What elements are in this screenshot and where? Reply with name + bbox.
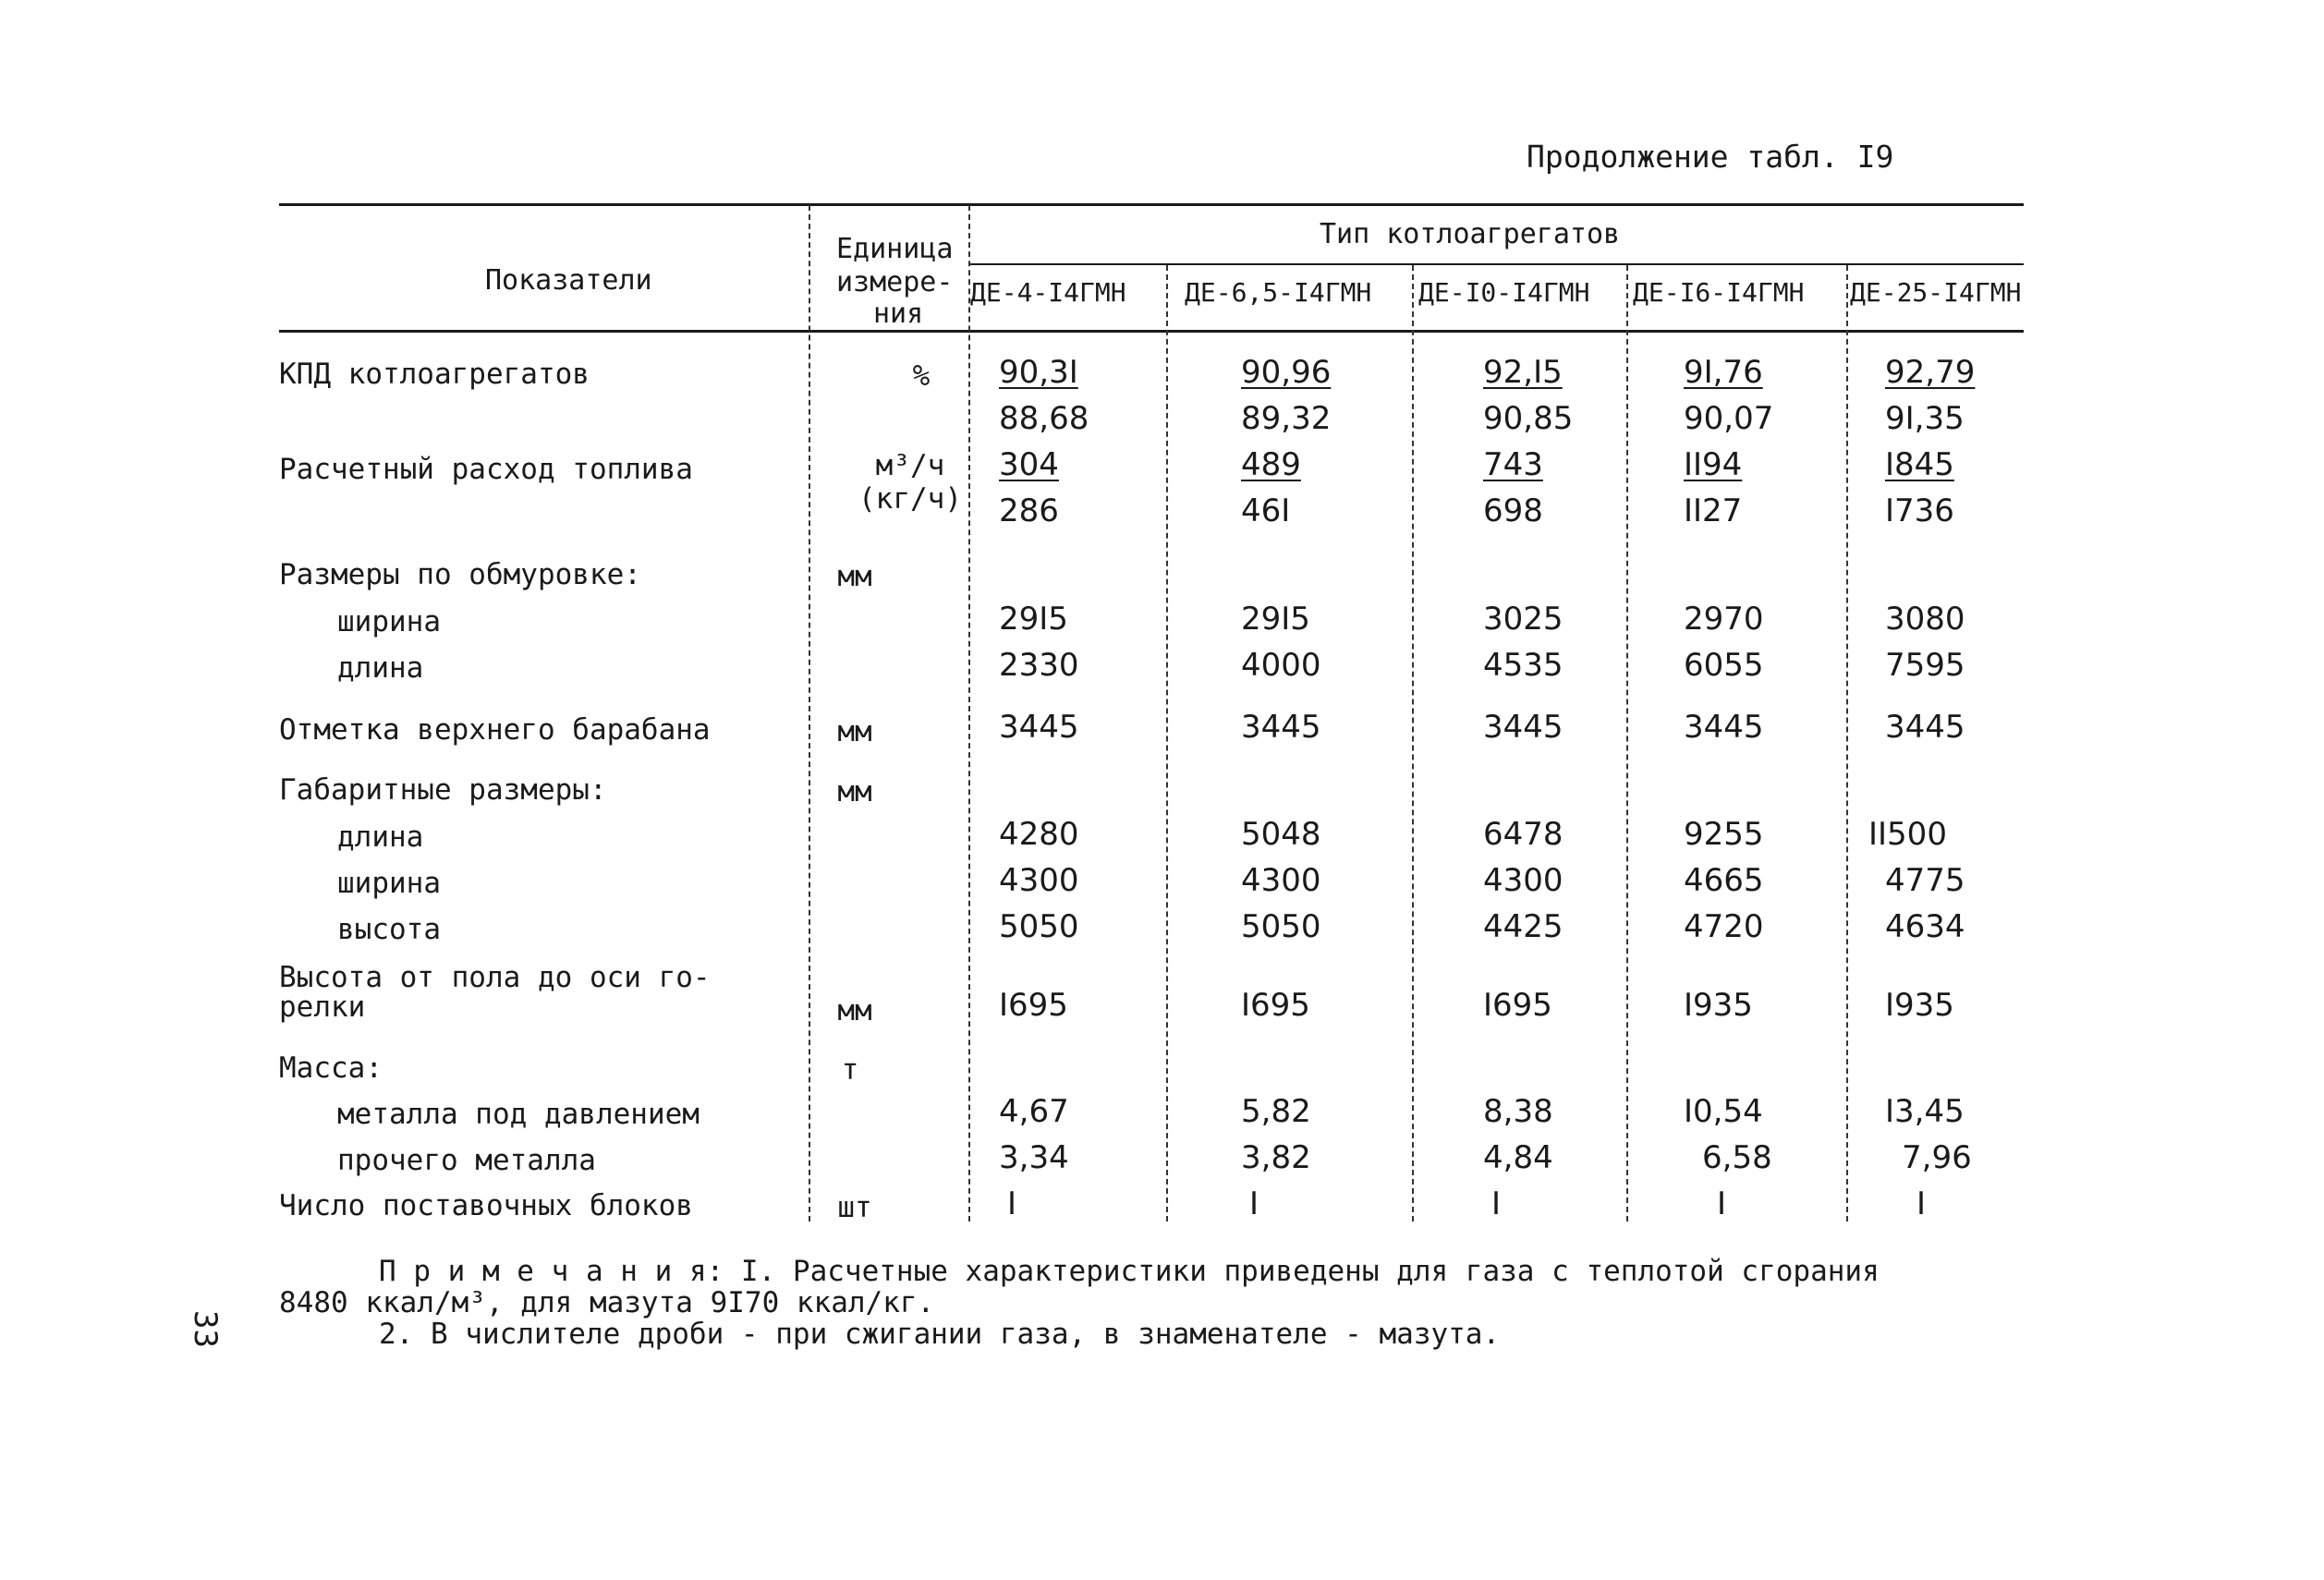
row-label: ширина [337,867,441,900]
row-label: Масса: [279,1051,383,1085]
header-type-group: Тип котлоагрегатов [1320,218,1621,250]
cell-value: 3445 [1885,709,1965,746]
cell-value: 90,3I [999,354,1078,391]
cell-value: I935 [1885,987,1954,1024]
cell-value: I [1007,1185,1017,1222]
row-label: Число поставочных блоков [279,1189,693,1222]
row-label: высота [337,913,441,946]
row-label-continuation: релки [279,991,366,1024]
row-label: металла под давлением [337,1098,700,1131]
cell-value: 5048 [1241,816,1321,853]
cell-value: 304 [999,446,1059,483]
cell-value: 5,82 [1241,1093,1311,1130]
cell-value: 92,79 [1885,354,1976,391]
header-model-4: ДЕ-I6-I4ГМН [1633,277,1805,308]
header-model-3: ДЕ-I0-I4ГМН [1418,277,1590,308]
row-label: Высота от пола до оси го- [279,961,711,994]
cell-value: II27 [1684,492,1743,529]
cell-value: 92,I5 [1483,354,1563,391]
cell-value: 90,85 [1483,400,1574,437]
cell-value: I [1916,1185,1927,1222]
row-unit: мм [837,775,872,808]
cell-value: 9I,35 [1885,400,1965,437]
note-line-3: 2. В числителе дроби - при сжигании газа, в знаменателе - мазута. [379,1318,1501,1351]
col-divider-model-4 [1626,265,1628,1221]
header-units-line2: измере- [836,266,954,298]
cell-value: 4720 [1684,908,1764,945]
cell-value: 8,38 [1483,1093,1553,1130]
row-label: ширина [337,605,441,638]
row-label: длина [337,651,424,685]
header-bottom-rule [279,330,2024,333]
cell-value: 2970 [1684,601,1764,638]
cell-value: 9255 [1684,816,1764,853]
cell-value: 88,68 [999,400,1089,437]
header-units-line1: Единица [836,233,954,265]
cell-value: 90,07 [1684,400,1774,437]
row-label: КПД котлоагрегатов [279,358,590,391]
cell-value: I736 [1885,492,1954,529]
cell-value: 6478 [1483,816,1564,853]
cell-value: 743 [1483,446,1543,483]
cell-value: 29I5 [999,601,1068,638]
cell-value: 4425 [1483,908,1564,945]
cell-value: 4,84 [1483,1139,1553,1176]
cell-value: 4000 [1241,647,1321,684]
cell-value: I695 [999,987,1068,1024]
cell-value: 3080 [1885,601,1965,638]
cell-value: 3445 [999,709,1079,746]
cell-value: 4665 [1684,862,1764,899]
cell-value: 29I5 [1241,601,1310,638]
cell-value: I845 [1885,446,1954,483]
cell-value: 5050 [1241,908,1321,945]
note-line-2: 8480 ккал/м³, для мазута 9I70 ккал/кг. [279,1286,935,1319]
cell-value: 3445 [1684,709,1764,746]
table-caption: Продолжение табл. I9 [1527,139,1894,175]
cell-value: 4280 [999,816,1079,853]
cell-value: 9I,76 [1684,354,1763,391]
row-unit: т [841,1053,859,1087]
cell-value: II94 [1684,446,1743,483]
cell-value: I695 [1241,987,1310,1024]
cell-value: I [1717,1185,1727,1222]
cell-value: 4775 [1885,862,1965,899]
cell-value: 2330 [999,647,1079,684]
cell-value: I935 [1684,987,1753,1024]
header-units-line3: ния [873,298,924,330]
row-label: Габаритные размеры: [279,773,607,807]
note-line-1: П р и м е ч а н и я: I. Расчетные характеристики приведены для газа с теплотой сгорания [379,1255,1880,1288]
header-group-rule [970,263,2024,265]
cell-value: I0,54 [1684,1093,1763,1130]
cell-value: 489 [1241,446,1301,483]
row-label: Размеры по обмуровке: [279,558,641,591]
cell-value: II500 [1868,816,1947,853]
cell-value: 3,82 [1241,1139,1311,1176]
cell-value: I695 [1483,987,1552,1024]
row-label: Отметка верхнего барабана [279,713,711,747]
header-model-5: ДЕ-25-I4ГМН [1850,277,2022,308]
table-top-rule [279,203,2024,206]
cell-value: 4300 [999,862,1079,899]
cell-value: 3445 [1483,709,1564,746]
col-divider-model-5 [1846,265,1848,1221]
cell-value: 6,58 [1702,1139,1772,1176]
col-divider-model-3 [1412,265,1414,1221]
cell-value: 4535 [1483,647,1564,684]
row-label: Расчетный расход топлива [279,453,693,486]
row-unit: мм [837,994,872,1027]
cell-value: 90,96 [1241,354,1332,391]
cell-value: 4,67 [999,1093,1069,1130]
cell-value: 698 [1483,492,1543,529]
cell-value: 3445 [1241,709,1321,746]
cell-value: 89,32 [1241,400,1332,437]
cell-value: 286 [999,492,1059,529]
row-unit: (кг/ч) [858,482,962,516]
row-unit: шт [837,1191,872,1224]
header-model-2: ДЕ-6,5-I4ГМН [1185,277,1372,308]
cell-value: 3,34 [999,1139,1069,1176]
cell-value: 3025 [1483,601,1564,638]
cell-value: 4634 [1885,908,1965,945]
cell-value: 6055 [1684,647,1764,684]
row-unit: % [912,359,931,393]
cell-value: 5050 [999,908,1079,945]
col-divider-model-2 [1166,265,1168,1221]
col-divider-unit [968,205,970,1221]
cell-value: 4300 [1241,862,1321,899]
cell-value: 7595 [1885,647,1965,684]
page-number: 33 [187,1310,224,1348]
row-unit: мм [837,560,872,593]
cell-value: 46I [1241,492,1291,529]
row-label: длина [337,820,424,854]
header-indicators: Показатели [485,264,652,297]
cell-value: I [1249,1185,1259,1222]
cell-value: I3,45 [1885,1093,1965,1130]
header-model-1: ДЕ-4-I4ГМН [970,277,1126,308]
cell-value: 7,96 [1902,1139,1972,1176]
cell-value: 4300 [1483,862,1564,899]
row-label: прочего металла [337,1144,596,1177]
cell-value: I [1491,1185,1502,1222]
row-unit: мм [837,715,872,748]
row-unit: м³/ч [875,449,945,482]
